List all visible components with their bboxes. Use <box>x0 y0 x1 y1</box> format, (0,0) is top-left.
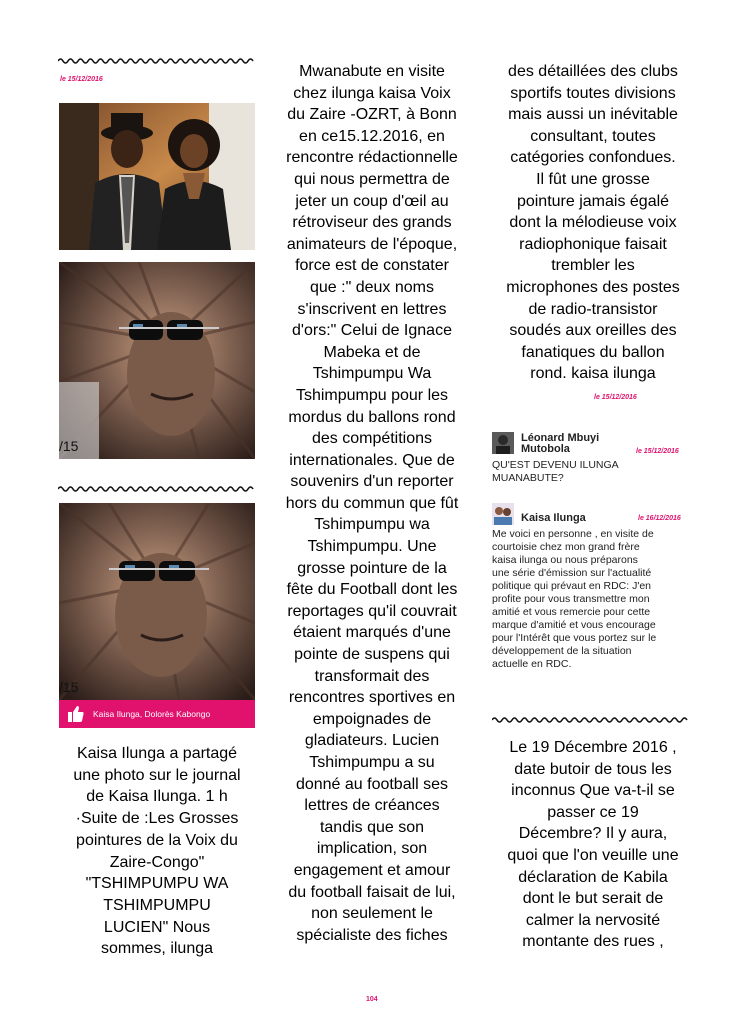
comment-date: le 16/12/2016 <box>638 515 681 522</box>
avatar[interactable] <box>492 432 514 454</box>
avatar[interactable] <box>492 503 514 525</box>
photo-zoom-effect <box>59 503 255 700</box>
wavy-divider <box>58 485 256 493</box>
comment-date: le 15/12/2016 <box>636 448 679 455</box>
commenter-name[interactable]: Léonard Mbuyi Mutobola <box>521 432 600 455</box>
comment-text: Me voici en personne , en visite de courtoisie chez mon grand frère kaisa ilunga ou nous préparons une série d'émission sur l'actualité politique qui prévaut en RDC: J'en profite pour vous transmettre mon amitié et vous remercie pour cette marque d'amitié et vous encourage pour l'Intérêt que vous portez sur le développement de la situation actuelle en RDC. <box>492 528 657 670</box>
commenter-name[interactable]: Kaisa Ilunga <box>521 512 586 524</box>
wavy-divider <box>492 716 690 724</box>
post-date: le 15/12/2016 <box>60 76 103 83</box>
column2-text: Mwanabute en visite chez ilunga kaisa Voix du Zaire -OZRT, à Bonn en ce15.12.2016, en rencontre rédactionnelle qui nous permettra de jeter un coup d'œil au rétroviseur des grands animateurs de l'époque, force est de constater que :" deux noms s'inscrivent en lettres d'ors:" Celui de Ignace Mabeka et de Tshimpumpu Wa Tshimpumpu pour les mordus du ballons rond des compétitions internationales. Que de souvenirs d'un reporter hors du commun que fût Tshimpumpu wa Tshimpumpu. Une grosse pointure de la fête du Football dont les reportages qu'il couvrait étaient marqués d'une pointe de suspens qui transformait des rencontres sportives en empoignades de gladiateurs. Lucien Tshimpumpu a su donné au football ses lettres de créances tandis que son implication, son engagement et amour du football faisait de lui, non seulement le spécialiste des fiches <box>285 63 459 944</box>
photo-zoom-effect <box>59 262 255 459</box>
column3-text-2: Le 19 Décembre 2016 , date butoir de tous les inconnus Que va-t-il se passer ce 19 Décembre? Il y aura, quoi que l'on veuille une déclaration de Kabila dont le but serait de calmer la nervosité montante des rues , <box>507 739 679 951</box>
column1-text: Kaisa Ilunga a partagé une photo sur le journal de Kaisa Ilunga. 1 h ·Suite de :Les Grosses pointures de la Voix du Zaire-Congo" "TSHIMPUMPU WA TSHIMPUMPU LUCIEN" Nous sommes, ilunga <box>73 745 241 958</box>
thumbs-up-icon[interactable] <box>67 705 85 723</box>
like-names[interactable]: Kaisa Ilunga, Dolorès Kabongo <box>93 709 211 719</box>
photo-couple <box>59 103 255 250</box>
page-number: 104 <box>366 996 378 1003</box>
wavy-divider <box>58 57 256 65</box>
post-date: le 15/12/2016 <box>594 394 637 401</box>
comment-text: QU'EST DEVENU ILUNGA MUANABUTE? <box>492 459 619 484</box>
photo-cut-label: /15 <box>59 438 79 454</box>
column3-text: des détaillées des clubs sportifs toutes divisions mais aussi un inévitable consultant, toutes catégories confondues. Il fût une grosse pointure jamais égalé dont la mélodieuse voix radiophonique faisait trembler les microphones des postes de radio-transistor soudés aux oreilles des fanatiques du ballon rond. kaisa ilunga <box>506 63 680 383</box>
like-bar <box>59 700 255 728</box>
photo-cut-label: /15 <box>59 679 79 695</box>
